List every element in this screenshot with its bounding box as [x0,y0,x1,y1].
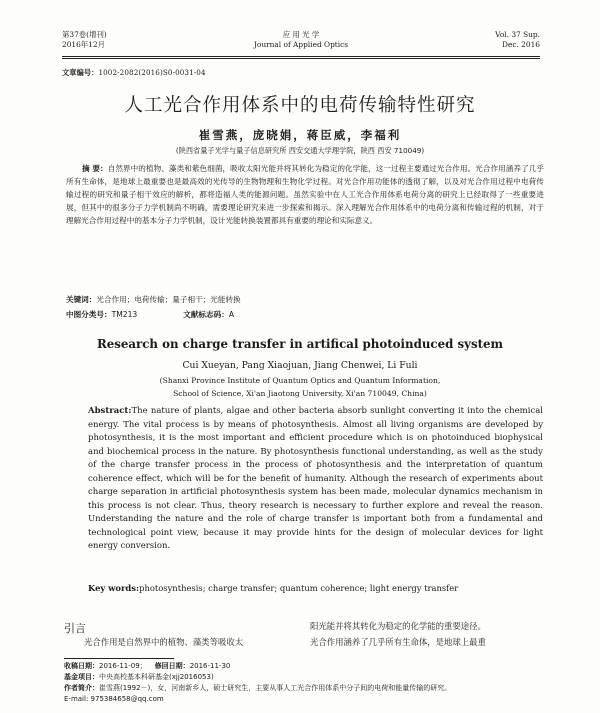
keywords-cn-text: 光合作用；电荷传输；量子相干；光能转换 [96,295,241,304]
header-rule-thin [62,58,540,59]
abstract-en-label: Abstract: [88,406,132,416]
article-number-label: 文章编号： [62,68,99,77]
keywords-en-text: photosynthesis; charge transfer; quantum coherence; light energy transfer [139,583,459,593]
journal-name-cn: 应 用 光 学 [282,30,320,39]
classification-line [66,309,544,320]
keywords-cn-label: 关键词： [66,295,97,304]
journal-name-en: Journal of Applied Optics [253,40,349,49]
date-en: Dec. 2016 [502,40,540,49]
body-right-line-1: 阳光能并将其转化为稳定的化学能的重要途径。 [310,621,486,631]
title-cn: 人工光合作用体系中的电荷传输特性研究 [124,95,476,116]
revised-label: 修回日期： [154,662,190,670]
class-number-value: TM213 [111,310,138,319]
class-number-label: 中图分类号： [66,310,112,319]
footnote-rule [64,658,174,659]
abstract-en-text: The nature of plants, algae and other bacteria absorb sunlight converting it into the chemical energy. The vital process is by means of photosynthesis. Almost all living organisms are developed by photosynthesis, it is the most important and efficient procedure which is on photoinduced biophysical and biochemical process in the nature. By photosynthesis functional understanding, as well as the study of the charge transfer process in the process of photosynthesis and the interpretation of quantum coherence effect, which will be for the benefit of humanity. Although the research of experiments about charge separation in artificial photosynthesis system has been made, molecular dynamics mechanism in this process is not clear. Thus, theory research is necessary to further explore and reveal the reason. Understanding the nature and the role of charge transfer is important both from a fundamental and technological point view, because it may provide hints for the design of molecular devices for light energy conversion. [88,406,543,551]
article-number-value: 1002-2082(2016)S0-0031-04 [98,68,206,77]
intro-heading: 引言 [64,622,86,635]
volume-en: Vol. 37 Sup. [495,30,540,39]
date-cn: 2016年12月 [62,40,105,49]
title-en: Research on charge transfer in artifical photoinduced system [96,337,504,351]
header-rule-thick [62,56,540,57]
received-label: 收稿日期： [64,662,99,670]
header-center [62,30,540,50]
doc-code-label: 文献标志码： [183,310,229,319]
authors-cn: 崔雪燕，庞晓娟，蒋臣威，李福利 [198,128,402,142]
abstract-en [88,405,543,554]
author-bio-label: 作者简介： [64,684,99,692]
keywords-en-label: Key words: [88,583,140,593]
keywords-en [88,583,543,593]
body-right-line-2: 光合作用涵养了几乎所有生命体，是地球上最重 [310,637,486,647]
affiliation-en-line-1: (Shanxi Province Institute of Quantum Optics and Quantum Information, [159,376,441,385]
author-bio-value: 崔雪燕(1992－)，女，河南新乡人，硕士研究生，主要从事人工光合作用体系中分子间的电荷和能量传输的研究。 [99,684,452,692]
footnote-dates [64,662,544,671]
received-value: 2016-11-09； [99,662,147,670]
keywords-cn [66,294,544,305]
footnote-email[interactable]: E-mail: 975384658@qq.com [64,695,164,703]
authors-en: Cui Xueyan, Pang Xiaojuan, Jiang Chenwei, Li Fuli [182,360,418,371]
abstract-cn-text: 自然界中的植物、藻类和紫色细菌，吸收太阳光能并将其转化为稳定的化学能，这一过程主要通过光合作用。光合作用涵养了几乎所有生命体，是地球上最重要也是最高效的光传导的生物物理和生物化学过程。对光合作用功能体的透彻了解，以及对光合作用过程中电荷传输过程的研究和量子相干效应的解析，都将造福人类的能源问题。虽然实验中在人工光合作用体系电荷分离的研究上已经取得了一些重要进展，但其中的很多分子力学机制尚不明确，需要理论研究来进一步探索和揭示。深入理解光合作用体系中的电荷分离和传输过程的机制，对于理解光合作用过程中的基本分子力学机制，设计光能转换装置都具有重要的理论和实际意义。 [66,164,544,226]
header-right [495,30,540,50]
volume-cn: 第37卷(增刊) [62,30,107,39]
fund-label: 基金项目： [64,673,99,681]
affiliation-cn: (陕西省量子光学与量子信息研究所 西安交通大学理学院，陕西 西安 710049) [175,146,425,155]
doc-code-value: A [228,310,235,319]
abstract-cn-label: 摘 要： [82,164,108,173]
article-number [62,68,206,78]
fund-value: 中央高校基本科研基金(xjj2016053) [99,673,214,681]
body-left-column: 光合作用是自然界中的植物、藻类等吸收太 [84,637,244,647]
affiliation-en-line-2: School of Science, Xi'an Jiaotong University, Xi'an 710049, China) [173,389,427,398]
abstract-cn [66,162,544,227]
revised-value: 2016-11-30 [189,662,231,670]
running-header [62,30,540,58]
footnote-fund [64,673,544,682]
footnote-author [64,684,544,693]
